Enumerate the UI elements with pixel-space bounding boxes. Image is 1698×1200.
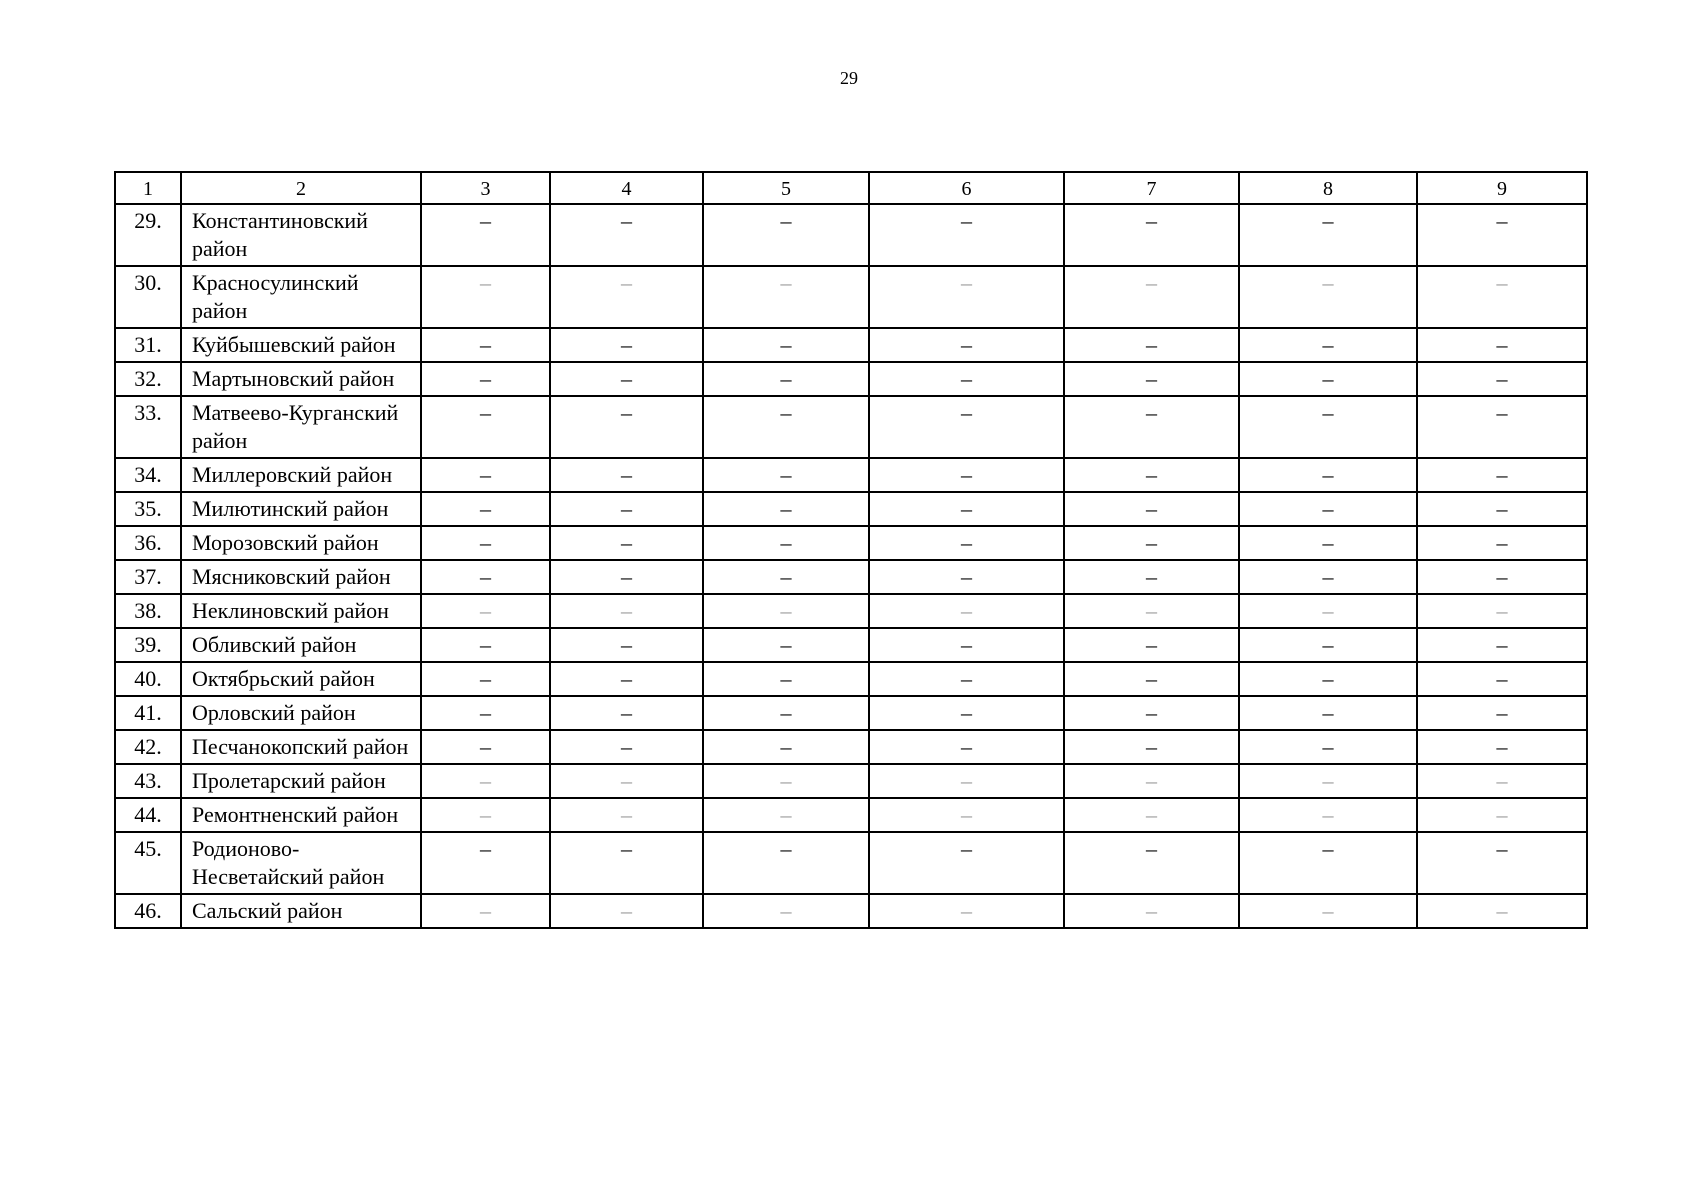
value-cell-col-7: – [1064,662,1239,696]
value-cell-col-3: – [421,696,550,730]
value-cell-col-4: – [550,696,703,730]
value-cell-col-4: – [550,396,703,458]
table-row [115,594,1587,628]
table-row [115,204,1587,266]
value-cell-col-3: – [421,764,550,798]
column-header-9: 9 [1417,172,1587,204]
value-cell-col-5: – [703,730,869,764]
district-name: Миллеровский район [181,458,421,492]
table-row [115,662,1587,696]
value-cell-col-6: – [869,594,1064,628]
value-cell-col-7: – [1064,594,1239,628]
value-cell-col-6: – [869,832,1064,894]
value-cell-col-3: – [421,204,550,266]
value-cell-col-7: – [1064,362,1239,396]
table-row [115,396,1587,458]
value-cell-col-3: – [421,730,550,764]
value-cell-col-8: – [1239,266,1417,328]
district-name: Родионово-Несветайский район [181,832,421,894]
value-cell-col-6: – [869,396,1064,458]
table-row [115,764,1587,798]
value-cell-col-4: – [550,362,703,396]
value-cell-col-3: – [421,458,550,492]
value-cell-col-4: – [550,204,703,266]
district-name: Красносулинский район [181,266,421,328]
value-cell-col-7: – [1064,764,1239,798]
value-cell-col-8: – [1239,696,1417,730]
value-cell-col-6: – [869,696,1064,730]
table-row [115,730,1587,764]
value-cell-col-8: – [1239,594,1417,628]
table-row [115,492,1587,526]
table-row [115,696,1587,730]
value-cell-col-9: – [1417,204,1587,266]
value-cell-col-6: – [869,204,1064,266]
value-cell-col-7: – [1064,204,1239,266]
value-cell-col-8: – [1239,894,1417,928]
row-number: 35. [115,492,181,526]
district-name: Октябрьский район [181,662,421,696]
district-name: Милютинский район [181,492,421,526]
value-cell-col-5: – [703,266,869,328]
value-cell-col-9: – [1417,894,1587,928]
value-cell-col-3: – [421,266,550,328]
value-cell-col-5: – [703,628,869,662]
row-number: 42. [115,730,181,764]
value-cell-col-5: – [703,894,869,928]
value-cell-col-3: – [421,396,550,458]
row-number: 32. [115,362,181,396]
row-number: 45. [115,832,181,894]
value-cell-col-5: – [703,362,869,396]
table-row [115,362,1587,396]
value-cell-col-7: – [1064,526,1239,560]
value-cell-col-5: – [703,458,869,492]
value-cell-col-9: – [1417,798,1587,832]
district-name: Мартыновский район [181,362,421,396]
value-cell-col-6: – [869,458,1064,492]
value-cell-col-5: – [703,526,869,560]
value-cell-col-8: – [1239,798,1417,832]
value-cell-col-9: – [1417,560,1587,594]
value-cell-col-9: – [1417,328,1587,362]
district-name: Орловский район [181,696,421,730]
value-cell-col-3: – [421,594,550,628]
row-number: 31. [115,328,181,362]
row-number: 43. [115,764,181,798]
value-cell-col-9: – [1417,362,1587,396]
value-cell-col-8: – [1239,662,1417,696]
value-cell-col-7: – [1064,628,1239,662]
value-cell-col-8: – [1239,328,1417,362]
value-cell-col-4: – [550,594,703,628]
table-row [115,832,1587,894]
value-cell-col-9: – [1417,492,1587,526]
value-cell-col-3: – [421,492,550,526]
value-cell-col-3: – [421,894,550,928]
value-cell-col-9: – [1417,764,1587,798]
table-row [115,328,1587,362]
value-cell-col-8: – [1239,526,1417,560]
value-cell-col-7: – [1064,894,1239,928]
value-cell-col-4: – [550,798,703,832]
header-row [115,172,1587,204]
row-number: 30. [115,266,181,328]
district-name: Куйбышевский район [181,328,421,362]
value-cell-col-4: – [550,764,703,798]
table-row [115,526,1587,560]
value-cell-col-7: – [1064,560,1239,594]
value-cell-col-7: – [1064,798,1239,832]
district-name: Ремонтненский район [181,798,421,832]
value-cell-col-6: – [869,894,1064,928]
value-cell-col-4: – [550,832,703,894]
value-cell-col-8: – [1239,560,1417,594]
value-cell-col-3: – [421,832,550,894]
value-cell-col-5: – [703,492,869,526]
row-number: 44. [115,798,181,832]
table-row [115,798,1587,832]
value-cell-col-9: – [1417,266,1587,328]
value-cell-col-9: – [1417,594,1587,628]
value-cell-col-7: – [1064,730,1239,764]
value-cell-col-7: – [1064,832,1239,894]
value-cell-col-5: – [703,328,869,362]
value-cell-col-3: – [421,328,550,362]
value-cell-col-4: – [550,628,703,662]
value-cell-col-6: – [869,798,1064,832]
value-cell-col-7: – [1064,396,1239,458]
value-cell-col-8: – [1239,458,1417,492]
row-number: 46. [115,894,181,928]
value-cell-col-4: – [550,894,703,928]
table-row [115,628,1587,662]
value-cell-col-8: – [1239,492,1417,526]
column-header-2: 2 [181,172,421,204]
row-number: 33. [115,396,181,458]
value-cell-col-8: – [1239,362,1417,396]
row-number: 40. [115,662,181,696]
row-number: 38. [115,594,181,628]
value-cell-col-3: – [421,362,550,396]
column-header-6: 6 [869,172,1064,204]
value-cell-col-9: – [1417,396,1587,458]
page-number: 29 [840,68,858,88]
value-cell-col-6: – [869,328,1064,362]
value-cell-col-8: – [1239,764,1417,798]
district-name: Матвеево-Курганский район [181,396,421,458]
column-header-1: 1 [115,172,181,204]
value-cell-col-4: – [550,526,703,560]
value-cell-col-8: – [1239,628,1417,662]
value-cell-col-3: – [421,560,550,594]
value-cell-col-9: – [1417,696,1587,730]
value-cell-col-5: – [703,594,869,628]
value-cell-col-3: – [421,628,550,662]
value-cell-col-3: – [421,798,550,832]
row-number: 34. [115,458,181,492]
value-cell-col-4: – [550,560,703,594]
value-cell-col-7: – [1064,696,1239,730]
value-cell-col-6: – [869,560,1064,594]
value-cell-col-7: – [1064,458,1239,492]
column-header-7: 7 [1064,172,1239,204]
table-row [115,266,1587,328]
table-row [115,458,1587,492]
value-cell-col-9: – [1417,458,1587,492]
value-cell-col-4: – [550,458,703,492]
row-number: 29. [115,204,181,266]
row-number: 36. [115,526,181,560]
value-cell-col-5: – [703,560,869,594]
table-body [115,172,1587,928]
value-cell-col-9: – [1417,730,1587,764]
value-cell-col-5: – [703,764,869,798]
value-cell-col-6: – [869,628,1064,662]
value-cell-col-3: – [421,526,550,560]
row-number: 37. [115,560,181,594]
district-name: Неклиновский район [181,594,421,628]
column-header-8: 8 [1239,172,1417,204]
value-cell-col-6: – [869,266,1064,328]
value-cell-col-7: – [1064,266,1239,328]
value-cell-col-6: – [869,492,1064,526]
district-name: Обливский район [181,628,421,662]
value-cell-col-7: – [1064,492,1239,526]
district-name: Морозовский район [181,526,421,560]
row-number: 41. [115,696,181,730]
value-cell-col-6: – [869,526,1064,560]
value-cell-col-9: – [1417,662,1587,696]
district-name: Мясниковский район [181,560,421,594]
value-cell-col-6: – [869,362,1064,396]
value-cell-col-8: – [1239,730,1417,764]
value-cell-col-6: – [869,764,1064,798]
value-cell-col-5: – [703,662,869,696]
value-cell-col-9: – [1417,832,1587,894]
value-cell-col-5: – [703,396,869,458]
value-cell-col-4: – [550,730,703,764]
column-header-3: 3 [421,172,550,204]
value-cell-col-8: – [1239,204,1417,266]
table-row [115,894,1587,928]
value-cell-col-9: – [1417,526,1587,560]
column-header-4: 4 [550,172,703,204]
value-cell-col-5: – [703,696,869,730]
value-cell-col-4: – [550,266,703,328]
value-cell-col-7: – [1064,328,1239,362]
value-cell-col-4: – [550,328,703,362]
value-cell-col-6: – [869,730,1064,764]
value-cell-col-3: – [421,662,550,696]
data-table [114,171,1588,929]
table-row [115,560,1587,594]
value-cell-col-9: – [1417,628,1587,662]
district-name: Песчанокопский район [181,730,421,764]
district-name: Пролетарский район [181,764,421,798]
value-cell-col-8: – [1239,396,1417,458]
district-name: Константиновский район [181,204,421,266]
row-number: 39. [115,628,181,662]
column-header-5: 5 [703,172,869,204]
value-cell-col-6: – [869,662,1064,696]
district-name: Сальский район [181,894,421,928]
value-cell-col-8: – [1239,832,1417,894]
value-cell-col-5: – [703,832,869,894]
value-cell-col-4: – [550,662,703,696]
value-cell-col-5: – [703,798,869,832]
value-cell-col-5: – [703,204,869,266]
value-cell-col-4: – [550,492,703,526]
